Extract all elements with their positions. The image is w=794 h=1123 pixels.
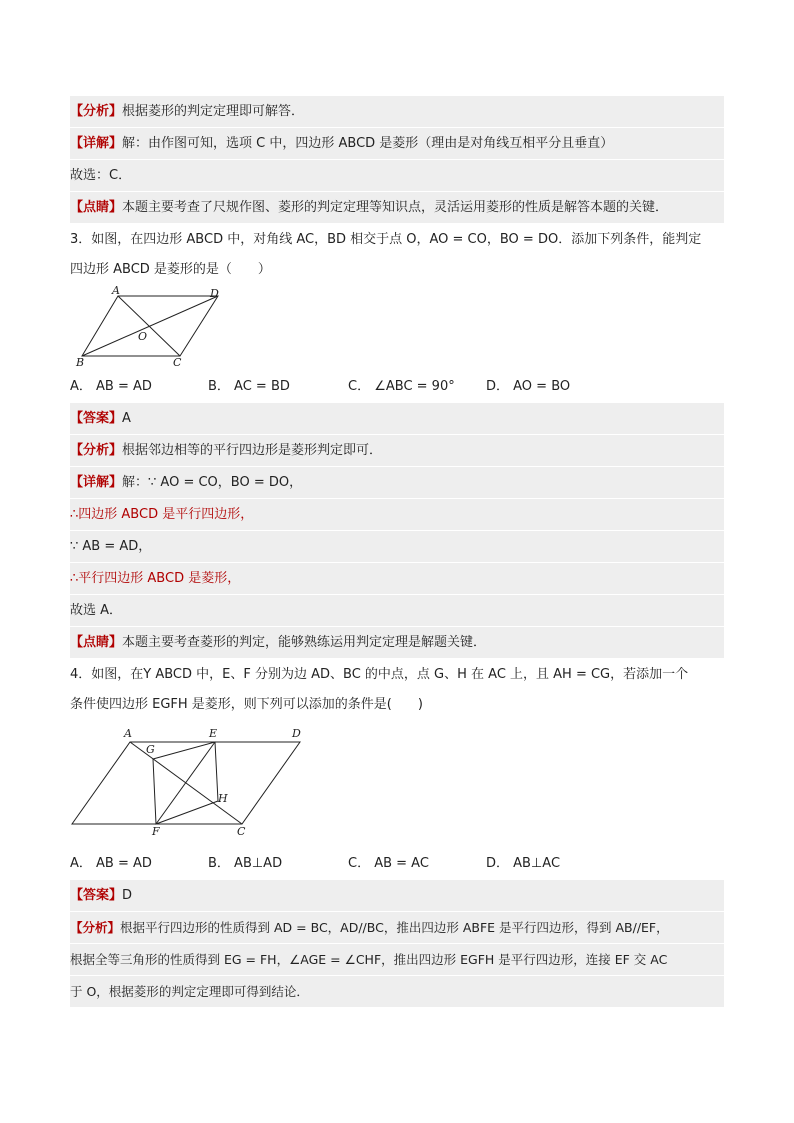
- analysis-text: 根据菱形的判定定理即可解答．: [122, 104, 305, 119]
- q4-stem-line1: 4．如图，在Y ABCD 中，E、F 分别为边 AD、BC 的中点，点 G、H 在 AC 上，且 AH = CG，若添加一个: [70, 667, 689, 682]
- q2-analysis: [70, 96, 724, 127]
- q3-answer: [70, 403, 724, 434]
- q3-label-o: O: [138, 330, 148, 343]
- q4-label-d: D: [292, 727, 301, 740]
- q3-step2: ∵ AB = AD，: [70, 531, 724, 562]
- q4-analysis-line1: [70, 912, 724, 943]
- q3-step3: ∴平行四边形 ABCD 是菱形，: [70, 563, 724, 594]
- answer-tag: 【答案】: [70, 888, 123, 903]
- answer-text: A: [122, 411, 131, 426]
- q4-options: [70, 848, 724, 879]
- q4-label-c: C: [237, 825, 246, 838]
- q3-option-c: C． ∠ABC = 90°: [348, 379, 455, 394]
- comment-tag: 【点睛】: [70, 200, 123, 215]
- q3-figure: [70, 284, 230, 374]
- q4-label-g: G: [146, 743, 155, 756]
- analysis-tag: 【分析】: [70, 920, 121, 935]
- q3-label-b: B: [76, 356, 85, 369]
- q3-detail: [70, 467, 724, 498]
- q4-option-b: B． AB⊥AD: [208, 856, 283, 871]
- q3-label-c: C: [173, 356, 182, 369]
- q3-options: [70, 371, 724, 402]
- q4-option-a: A． AB = AD: [70, 856, 152, 871]
- q4-option-c: C． AB = AC: [348, 856, 429, 871]
- q3-option-a: A． AB = AD: [70, 379, 152, 394]
- q3-stem-line2: 四边形 ABCD 是菱形的是（ ）: [70, 262, 271, 277]
- detail-tag: 【详解】: [70, 475, 123, 490]
- q4-analysis-line3: 于 O，根据菱形的判定定理即可得到结论．: [70, 976, 724, 1007]
- analysis-tag: 【分析】: [70, 443, 123, 458]
- q3-label-a: A: [112, 284, 120, 297]
- q2-detail: [70, 128, 724, 159]
- comment-text: 本题主要考查菱形的判定，能够熟练运用判定定理是解题关键．: [122, 635, 487, 650]
- analysis-tag: 【分析】: [70, 104, 123, 119]
- q3-option-b: B． AC = BD: [208, 379, 290, 394]
- detail-text: 解：由作图可知，选项 C 中，四边形 ABCD 是菱形（理由是对角线互相平分且垂直）: [122, 136, 614, 151]
- q3-step1: ∴四边形 ABCD 是平行四边形，: [70, 499, 724, 530]
- q3-choose: 故选 A．: [70, 595, 724, 626]
- q3-option-d: D． AO = BO: [486, 379, 571, 394]
- detail-text: 解：∵ AO = CO，BO = DO，: [122, 475, 303, 490]
- q4-option-d: D． AB⊥AC: [486, 856, 561, 871]
- choose-text: 故选：C．: [70, 168, 132, 183]
- q4-figure: [66, 722, 316, 842]
- analysis-text: 根据邻边相等的平行四边形是菱形判定即可．: [122, 443, 383, 458]
- q4-label-e: E: [209, 727, 218, 740]
- q4-label-h: H: [218, 792, 228, 805]
- answer-text: D: [122, 888, 133, 903]
- q3-stem-line1: 3．如图，在四边形 ABCD 中，对角线 AC，BD 相交于点 O，AO = CO，BO = DO．添加下列条件，能判定: [70, 232, 702, 247]
- comment-tag: 【点睛】: [70, 635, 123, 650]
- q4-label-f: F: [152, 825, 160, 838]
- q4-stem-line2: 条件使四边形 EGFH 是菱形，则下列可以添加的条件是( ): [70, 697, 423, 712]
- detail-tag: 【详解】: [70, 136, 123, 151]
- answer-tag: 【答案】: [70, 411, 123, 426]
- q3-comment: [70, 627, 724, 658]
- q2-comment: [70, 192, 724, 223]
- q4-analysis-line2: 根据全等三角形的性质得到 EG = FH，∠AGE = ∠CHF，推出四边形 EGFH 是平行四边形，连接 EF 交 AC: [70, 944, 724, 975]
- q4-answer: [70, 880, 724, 911]
- comment-text: 本题主要考查了尺规作图、菱形的判定定理等知识点，灵活运用菱形的性质是解答本题的关键．: [122, 200, 669, 215]
- q3-label-d: D: [210, 287, 219, 300]
- analysis-text: 根据平行四边形的性质得到 AD = BC，AD//BC，推出四边形 ABFE 是平行四边形，得到 AB//EF，: [120, 920, 669, 935]
- q4-label-a: A: [124, 727, 132, 740]
- q2-choose: [70, 160, 724, 191]
- q3-analysis: [70, 435, 724, 466]
